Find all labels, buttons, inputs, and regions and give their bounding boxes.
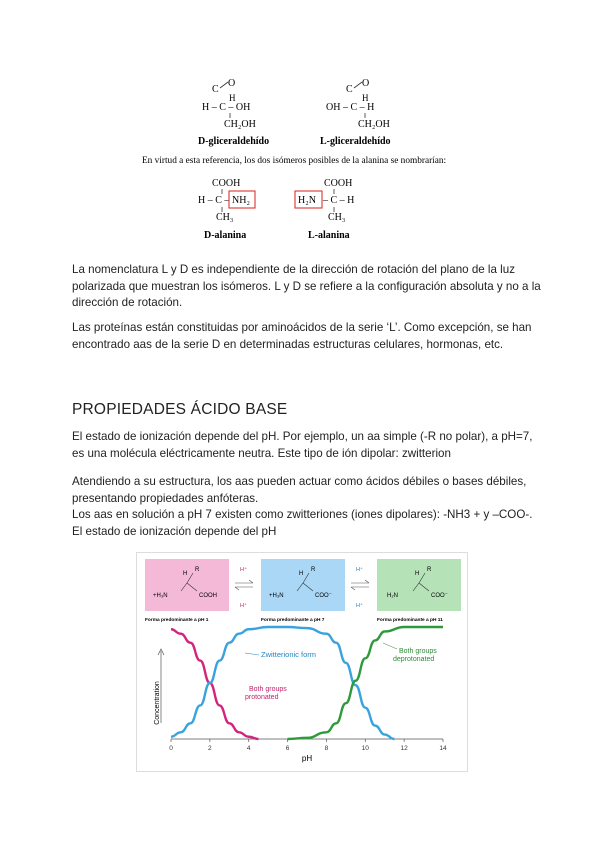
- d-glyc-middle: H – C – OH: [202, 102, 251, 113]
- l-glyc-top-c: C: [346, 84, 353, 95]
- form-box-ph7: [261, 559, 345, 611]
- d-glyc-h: H: [229, 93, 236, 103]
- paragraph-amphoteric: Atendiendo a su estructura, los aas pueden actuar como ácidos débiles o bases débiles, presentando propiedades anfóteras.: [72, 475, 527, 505]
- paragraph-proteins: Las proteínas están constituidas por aminoácidos de la serie ‘L’. Como excepción, se han encontrado aas de la serie D en determinadas estructuras celulares, hormonas, etc.: [72, 321, 532, 351]
- d-glyceraldehyde-structure: [198, 78, 269, 147]
- form1-caption: Forma predominante a pH 1: [145, 618, 209, 623]
- ph-figure: [136, 552, 468, 772]
- annotation-deprotonated-line1: Both groups: [399, 648, 437, 655]
- d-ala-top: COOH: [212, 178, 241, 189]
- l-ala-boxed: H₂N: [298, 195, 316, 206]
- annotation-deprotonated: [393, 648, 439, 663]
- annotation-protonated-line1: Both groups: [249, 686, 287, 693]
- form3-h: H: [415, 571, 420, 577]
- form3-right: COO⁻: [431, 593, 448, 599]
- x-tick-label: 0: [169, 745, 173, 752]
- x-tick-label: 6: [285, 745, 290, 752]
- curve-zwitterionic: [171, 627, 394, 739]
- d-glyc-bottom: CH₂OH: [224, 119, 256, 130]
- x-tick-label: 14: [439, 745, 447, 752]
- section-heading: PROPIEDADES ÁCIDO BASE: [72, 401, 288, 418]
- annotation-protonated: [245, 686, 289, 701]
- x-tick-label: 4: [246, 745, 251, 752]
- x-tick-label: 8: [324, 745, 329, 752]
- x-tick-label: 2: [208, 745, 212, 752]
- annotation-zwitterionic: Zwitterionic form: [261, 650, 317, 659]
- ph-figure-svg: [137, 553, 467, 771]
- form2-r: R: [311, 567, 316, 573]
- equilibrium-arrow-1: [235, 580, 253, 590]
- arrow-label-2: H⁺: [240, 603, 247, 609]
- l-glyc-middle: OH – C – H: [326, 102, 375, 113]
- form3-caption: Forma predominante a pH 11: [377, 618, 443, 623]
- annotation-protonated-line2: protonated: [245, 694, 279, 701]
- form2-h: H: [299, 571, 304, 577]
- alanine-caption: En virtud a esta referencia, los dos isómeros posibles de la alanina se nombrarían:: [142, 156, 447, 166]
- l-alanine-structure: [295, 178, 354, 241]
- l-glyc-oxygen: O: [362, 78, 370, 89]
- x-tick-label: 10: [361, 745, 369, 752]
- chemical-structures: [140, 70, 470, 250]
- arrow-label-4: H⁺: [356, 603, 363, 609]
- x-ticks: [169, 739, 447, 752]
- equilibrium-arrow-2: [351, 580, 369, 590]
- arrow-label-1: H⁺: [240, 567, 247, 573]
- d-ala-label: D-alanina: [204, 230, 247, 241]
- l-ala-bottom: CH₃: [328, 212, 346, 223]
- paragraph-ionization: El estado de ionización depende del pH. Por ejemplo, un aa simple (-R no polar), a pH=7, es una molécula eléctricamente neutra. Este tipo de ión dipolar: zwitterion: [72, 430, 533, 460]
- d-glyc-label: D-gliceraldehído: [198, 136, 270, 147]
- l-glyceraldehyde-structure: [320, 78, 391, 147]
- form3-r: R: [427, 567, 432, 573]
- form1-r: R: [195, 567, 200, 573]
- d-glyc-top-c: C: [212, 84, 219, 95]
- annotation-deprotonated-line2: deprotonated: [393, 656, 435, 663]
- form2-right: COO⁻: [315, 593, 332, 599]
- d-glyc-oxygen: O: [228, 78, 236, 89]
- l-ala-top: COOH: [324, 178, 353, 189]
- form1-h: H: [183, 571, 188, 577]
- l-glyc-label: L-gliceraldehído: [320, 136, 391, 147]
- paragraph-nomenclature: La nomenclatura L y D es independiente de la dirección de rotación del plano de la luz polarizada que muestran los isómeros. L y D se refiere a la configuración absoluta y no a la dirección de rotación.: [72, 263, 541, 309]
- d-ala-boxed: NH₂: [232, 195, 250, 206]
- l-glyc-bottom: CH₂OH: [358, 119, 390, 130]
- form3-left: H₂N: [387, 593, 398, 599]
- d-ala-left: H – C –: [198, 195, 230, 206]
- l-ala-label: L-alanina: [308, 230, 350, 241]
- form1-right: COOH: [199, 593, 217, 599]
- x-tick-label: 12: [400, 745, 408, 752]
- form-box-ph1: [145, 559, 229, 611]
- arrow-label-3: H⁺: [356, 567, 363, 573]
- form2-caption: Forma predominante a pH 7: [261, 618, 325, 623]
- x-axis-label: pH: [301, 754, 313, 763]
- l-ala-right: – C – H: [323, 195, 355, 206]
- y-axis-label: Concentration: [154, 681, 161, 725]
- form1-left: +H₃N: [153, 593, 168, 599]
- paragraph-zwitterions: Los aas en solución a pH 7 existen como zwitteriones (iones dipolares): -NH3 + y –COO-. El estado de ionización depende del pH: [72, 508, 533, 538]
- l-glyc-h: H: [362, 93, 369, 103]
- form-box-ph11: [377, 559, 461, 611]
- curve-deprotonated: [288, 627, 443, 739]
- d-ala-bottom: CH₃: [216, 212, 234, 223]
- d-alanine-structure: [198, 178, 255, 241]
- curve-protonated: [171, 629, 258, 739]
- form2-left: +H₃N: [269, 593, 284, 599]
